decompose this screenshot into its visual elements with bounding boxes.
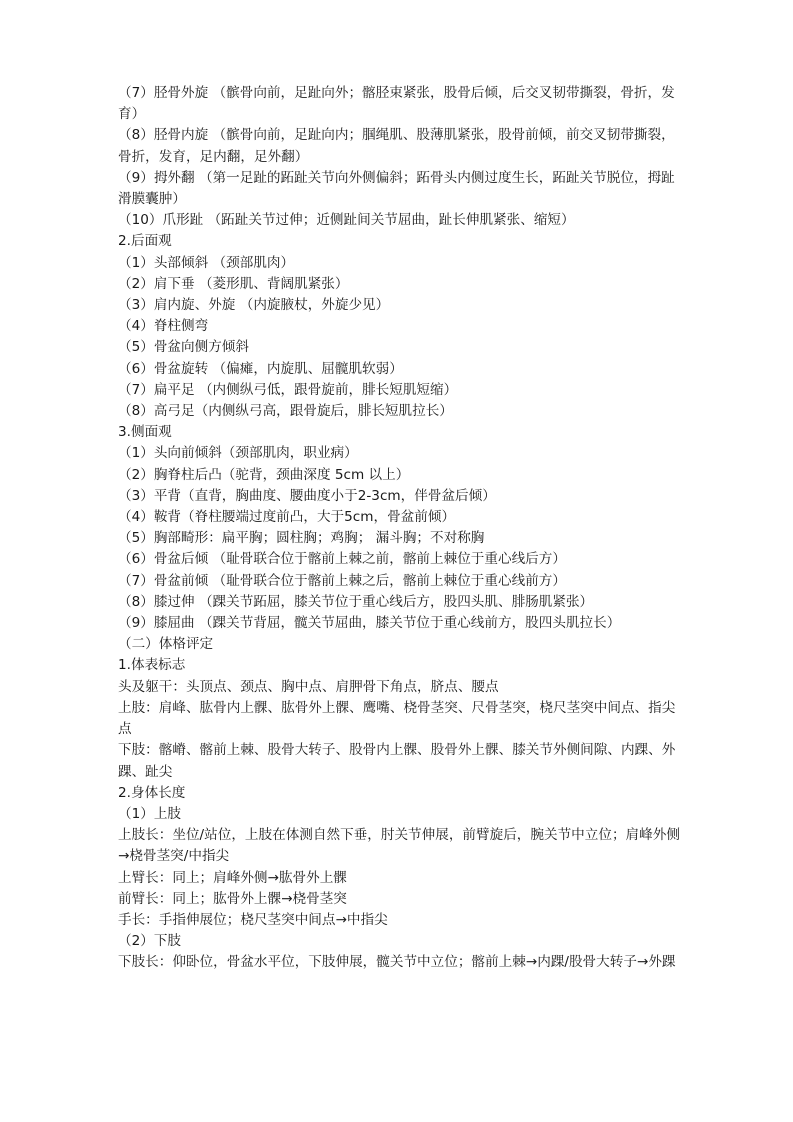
subsection-heading-body-landmarks: 1.体表标志 bbox=[118, 657, 186, 674]
section-heading-physical-assessment: （二）体格评定 bbox=[118, 636, 214, 653]
text-line-kyphosis: （2）胸脊柱后凸（驼背，颈曲深度 5cm 以上） bbox=[118, 466, 410, 483]
text-line-upper-arm-length: 上臂长：同上；肩峰外侧→肱骨外上髁 bbox=[118, 869, 347, 886]
text-line-hallux-valgus: （9）拇外翻 （第一足趾的跖趾关节向外侧偏斜；跖骨头内侧过度生长，跖趾关节脱位，拇趾滑膜囊肿） bbox=[118, 169, 675, 208]
text-line-flat-back: （3）平背（直背，胸曲度、腰曲度小于2-3cm，伴骨盆后倾） bbox=[118, 487, 496, 504]
text-line-scoliosis: （4）脊柱侧弯 bbox=[118, 318, 209, 335]
subsection-heading-lower-limb: （2）下肢 bbox=[118, 933, 182, 950]
subsection-heading-body-length: 2.身体长度 bbox=[118, 784, 186, 801]
text-line-posterior-pelvic-tilt: （6）骨盆后倾 （耻骨联合位于髂前上棘之前，髂前上棘位于重心线后方） bbox=[118, 551, 566, 568]
text-line-anterior-pelvic-tilt: （7）骨盆前倾 （耻骨联合位于髂前上棘之后，髂前上棘位于重心线前方） bbox=[118, 572, 566, 589]
text-line-forearm-length: 前臂长：同上；肱骨外上髁→桡骨茎突 bbox=[118, 890, 347, 907]
text-line-forward-head: （1）头向前倾斜（颈部肌肉，职业病） bbox=[118, 445, 358, 462]
section-heading-posterior-view: 2.后面观 bbox=[118, 233, 172, 250]
text-line-shoulder-rotation: （3）肩内旋、外旋 （内旋腋杖，外旋少见） bbox=[118, 297, 390, 314]
text-line-upper-limb-landmarks: 上肢：肩峰、肱骨内上髁、肱骨外上髁、鹰嘴、桡骨茎突、尺骨茎突，桡尺茎突中间点、指尖点 bbox=[118, 699, 676, 738]
text-line-pelvic-rotation: （6）骨盆旋转 （偏瘫，内旋肌、屈髋肌软弱） bbox=[118, 360, 403, 377]
text-line-claw-toe: （10）爪形趾 （跖趾关节过伸；近侧趾间关节屈曲，趾长伸肌紧张、缩短） bbox=[118, 212, 575, 229]
document-page bbox=[118, 83, 688, 974]
subsection-heading-upper-limb: （1）上肢 bbox=[118, 805, 182, 822]
text-line-high-arch-foot: （8）高弓足（内侧纵弓高，跟骨旋后，腓长短肌拉长） bbox=[118, 403, 453, 420]
text-line-flat-foot: （7）扁平足 （内侧纵弓低，跟骨旋前，腓长短肌短缩） bbox=[118, 381, 458, 398]
text-line-head-tilt: （1）头部倾斜 （颈部肌肉） bbox=[118, 254, 295, 271]
text-line-knee-hyperextension: （8）膝过伸 （踝关节跖屈，膝关节位于重心线后方，股四头肌、腓肠肌紧张） bbox=[118, 593, 594, 610]
text-line-head-trunk-landmarks: 头及躯干：头顶点、颈点、胸中点、肩胛骨下角点，脐点、腰点 bbox=[118, 678, 499, 695]
text-line-knee-flexion: （9）膝屈曲 （踝关节背屈，髋关节屈曲，膝关节位于重心线前方，股四头肌拉长） bbox=[118, 615, 621, 632]
text-line-hand-length: 手长：手指伸展位；桡尺茎突中间点→中指尖 bbox=[118, 911, 388, 928]
text-line-lower-limb-landmarks: 下肢：髂嵴、髂前上棘、股骨大转子、股骨内上髁、股骨外上髁、膝关节外侧间隙、内踝、外踝、趾尖 bbox=[118, 742, 676, 780]
text-line-tibia-external-rotation: （7）胫骨外旋 （髌骨向前，足趾向外；髂胫束紧张，股骨后倾，后交叉韧带撕裂，骨折，发育） bbox=[118, 85, 675, 123]
text-line-shoulder-drop: （2）肩下垂 （菱形肌、背阔肌紧张） bbox=[118, 275, 349, 292]
section-heading-lateral-view: 3.侧面观 bbox=[118, 424, 172, 441]
text-line-upper-limb-length: 上肢长：坐位/站位，上肢在体测自然下垂，肘关节伸展，前臂旋后，腕关节中立位；肩峰外侧→桡骨茎突/中指尖 bbox=[118, 827, 680, 865]
text-line-lower-limb-length: 下肢长：仰卧位，骨盆水平位，下肢伸展，髋关节中立位；髂前上棘→内踝/股骨大转子→外踝 bbox=[118, 954, 676, 971]
text-line-pelvic-lateral-tilt: （5）骨盆向侧方倾斜 bbox=[118, 339, 249, 356]
text-line-chest-deformity: （5）胸部畸形：扁平胸；圆柱胸；鸡胸； 漏斗胸；不对称胸 bbox=[118, 530, 485, 547]
text-line-tibia-internal-rotation: （8）胫骨内旋 （髌骨向前，足趾向内；腘绳肌、股薄肌紧张，股骨前倾，前交叉韧带撕裂，骨折，发育，足内翻，足外翻） bbox=[118, 127, 675, 165]
text-line-sway-back: （4）鞍背（脊柱腰端过度前凸，大于5cm，骨盆前倾） bbox=[118, 509, 456, 526]
